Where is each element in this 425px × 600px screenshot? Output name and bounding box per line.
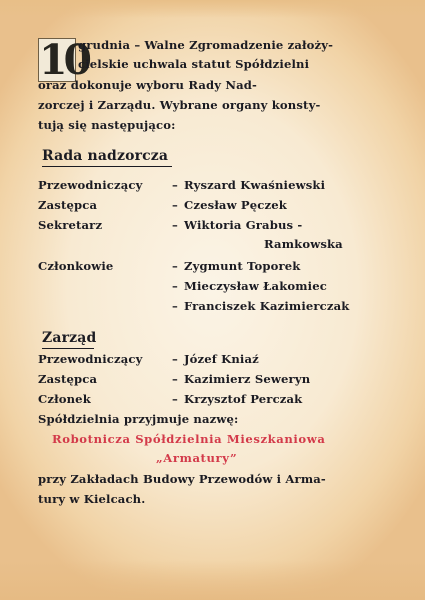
rada-heading-underline bbox=[42, 166, 172, 167]
rada-row bbox=[38, 198, 394, 216]
dash: – bbox=[172, 198, 178, 212]
dash: – bbox=[172, 218, 178, 232]
dash: – bbox=[172, 279, 178, 293]
rada-row bbox=[38, 237, 394, 255]
dash: – bbox=[172, 178, 178, 192]
dash: – bbox=[172, 299, 178, 313]
rada-row bbox=[38, 279, 394, 297]
zarzad-name: Kazimierz Seweryn bbox=[184, 372, 311, 386]
zarzad-name: Józef Kniaź bbox=[184, 352, 259, 366]
document-text bbox=[38, 36, 394, 506]
closing-line-2: przy Zakładach Budowy Przewodów i Arma- bbox=[38, 472, 326, 486]
rada-row bbox=[38, 259, 394, 277]
dash: – bbox=[172, 392, 178, 406]
rada-name: Wiktoria Grabus - bbox=[184, 218, 303, 232]
zarzad-row bbox=[38, 372, 394, 390]
rada-name: Mieczysław Łakomiec bbox=[184, 279, 327, 293]
paper-edge-top bbox=[0, 0, 425, 18]
zarzad-row bbox=[38, 352, 394, 370]
closing-line-1: Spółdzielnia przyjmuje nazwę: bbox=[38, 412, 239, 426]
rada-name: Czesław Pęczek bbox=[184, 198, 287, 212]
zarzad-role: Zastępca bbox=[38, 372, 98, 386]
illuminated-initial bbox=[38, 36, 89, 84]
rada-name: Zygmunt Toporek bbox=[184, 259, 301, 273]
zarzad-name: Krzysztof Perczak bbox=[184, 392, 303, 406]
zarzad-heading: Zarząd bbox=[42, 330, 97, 346]
rada-row bbox=[38, 299, 394, 317]
cooperative-name-quoted: „Armatury” bbox=[156, 451, 238, 465]
cooperative-name: Robotnicza Spółdzielnia Mieszkaniowa bbox=[52, 432, 326, 446]
intro-paragraph bbox=[38, 38, 394, 136]
zarzad-row bbox=[38, 392, 394, 410]
zarzad-role: Członek bbox=[38, 392, 91, 406]
rada-row bbox=[38, 178, 394, 196]
intro-line-3: oraz dokonuje wyboru Rady Nad- bbox=[38, 78, 257, 92]
zarzad-role: Przewodniczący bbox=[38, 352, 143, 366]
rada-role: Sekretarz bbox=[38, 218, 103, 232]
rada-heading: Rada nadzorcza bbox=[42, 148, 169, 164]
intro-line-4: zorczej i Zarządu. Wybrane organy konsty- bbox=[38, 98, 321, 112]
rada-role: Zastępca bbox=[38, 198, 98, 212]
rada-role: Członkowie bbox=[38, 259, 114, 273]
dash: – bbox=[172, 259, 178, 273]
dash: – bbox=[172, 352, 178, 366]
rada-role: Przewodniczący bbox=[38, 178, 143, 192]
dropcap-number: 10 bbox=[39, 36, 89, 84]
intro-line-5: tują się następująco: bbox=[38, 118, 176, 132]
intro-line-1: grudnia – Walne Zgromadzenie założy- bbox=[78, 38, 334, 52]
rada-name: Franciszek Kazimierczak bbox=[184, 299, 350, 313]
paper-edge-bottom bbox=[0, 560, 425, 600]
zarzad-heading-underline bbox=[42, 348, 94, 349]
rada-name: Ryszard Kwaśniewski bbox=[184, 178, 326, 192]
intro-line-2: cielskie uchwala statut Spółdzielni bbox=[78, 57, 310, 71]
dash: – bbox=[172, 372, 178, 386]
rada-name: Ramkowska bbox=[264, 237, 343, 251]
closing-line-3: tury w Kielcach. bbox=[38, 492, 146, 506]
rada-row bbox=[38, 218, 394, 236]
